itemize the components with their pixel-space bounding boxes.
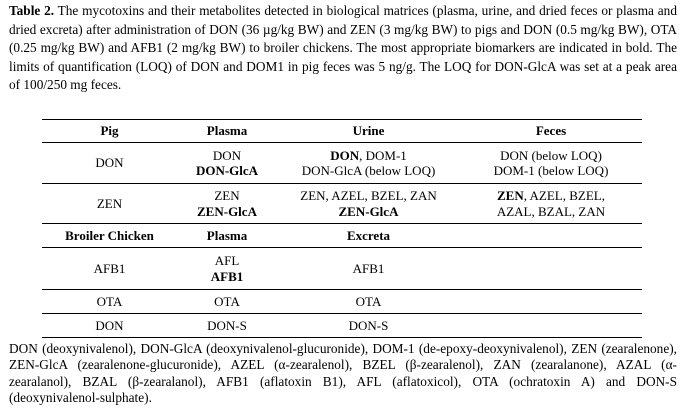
table-row	[42, 184, 642, 224]
header-plasma: Plasma	[206, 123, 248, 139]
header-feces: Feces	[535, 123, 567, 139]
cell-line-bold: DON-GlcA	[195, 163, 259, 178]
cell-line-bold: ZEN-GlcA	[338, 203, 399, 219]
header-urine: Urine	[352, 123, 385, 139]
chicken-don-excreta: DON-S	[348, 317, 389, 333]
cell-line	[460, 188, 642, 204]
header-excreta: Excreta	[346, 227, 391, 243]
cell-plain-part: , DOM-1	[359, 147, 407, 163]
cell-line-bold: ZEN-GlcA	[197, 203, 257, 219]
empty-cell	[460, 314, 642, 338]
cell-line-bold: AFB1	[210, 268, 244, 284]
table-row	[42, 290, 642, 314]
table-row	[42, 314, 642, 338]
chicken-ota-analyte: OTA	[96, 293, 123, 309]
cell-line	[277, 148, 460, 164]
empty-cell	[460, 248, 642, 290]
cell-line: ZEN, AZEL, BZEL, ZAN	[300, 188, 437, 203]
cell-line: AZAL, BZAL, ZAN	[496, 203, 606, 219]
cell-plain-part: , AZEL, BZEL,	[523, 188, 605, 203]
pig-zen-urine	[277, 184, 460, 224]
table-row	[42, 248, 642, 290]
pig-zen-analyte: ZEN	[96, 195, 123, 211]
mycotoxin-table	[42, 119, 642, 338]
chicken-afb1-excreta: AFB1	[352, 260, 385, 276]
pig-don-feces	[460, 143, 642, 184]
chicken-header-row	[42, 224, 642, 248]
pig-header-row	[42, 120, 642, 143]
pig-zen-plasma	[177, 184, 277, 224]
empty-cell	[460, 290, 642, 314]
table-row	[42, 143, 642, 184]
chicken-ota-excreta: OTA	[355, 293, 382, 309]
caption-label: Table 2.	[9, 3, 55, 18]
caption-text: The mycotoxins and their metabolites detected in biological matrices (plasma, urine, and dried feces or plasma and dried excreta) after administration of DON (36 µg/kg BW) and ZEN (3 mg/kg BW) to pigs and DON (0.5 mg/kg BW), OTA (0.25 mg/kg BW) and AFB1 (2 mg/kg BW) to broiler chickens. The most appropriate biomarkers are indicated in bold. The limits of quantification (LOQ) of DON and DOM1 in pig feces was 5 ng/g. The LOQ for DON-GlcA was set at a peak area of 100/250 mg feces.	[9, 3, 677, 93]
cell-line: DON-GlcA (below LOQ)	[301, 163, 436, 178]
cell-line: AFL	[214, 253, 240, 268]
chicken-afb1-plasma	[177, 248, 277, 290]
cell-bold-part: ZEN	[497, 188, 524, 203]
pig-don-urine	[277, 143, 460, 184]
cell-line: DON	[212, 147, 242, 163]
header-empty	[460, 224, 642, 248]
table-footnote: DON (deoxynivalenol), DON-GlcA (deoxynivalenol-glucuronide), DOM-1 (de-epoxy-deoxynivalenol), ZEN (zearalenone), ZEN-GlcA (zearalenone-glucuronide), AZEL (α-zearalenol), BZEL (β-zearalenol), ZAN (zearalanone), AZAL (α-zearalanol), BZAL (β-zearalanol), AFB1 (aflatoxin B1), AFL (aflatoxicol), OTA (ochratoxin A) and DON-S (deoxynivalenol-sulphate).	[9, 341, 677, 406]
pig-don-plasma	[177, 143, 277, 184]
table-caption	[9, 2, 677, 95]
chicken-ota-plasma: OTA	[214, 293, 240, 309]
cell-line: DON (below LOQ)	[500, 147, 602, 163]
chicken-don-analyte: DON	[95, 317, 124, 333]
header-broiler-chicken: Broiler Chicken	[65, 227, 154, 243]
cell-bold-part: DON	[330, 147, 360, 163]
cell-line: ZEN	[214, 188, 240, 203]
cell-line: DOM-1 (below LOQ)	[493, 163, 609, 178]
chicken-don-plasma: DON-S	[207, 317, 247, 333]
header-pig: Pig	[100, 123, 119, 139]
pig-don-analyte: DON	[95, 155, 124, 171]
header-plasma: Plasma	[206, 227, 248, 243]
chicken-afb1-analyte: AFB1	[93, 260, 126, 276]
pig-zen-feces	[460, 184, 642, 224]
